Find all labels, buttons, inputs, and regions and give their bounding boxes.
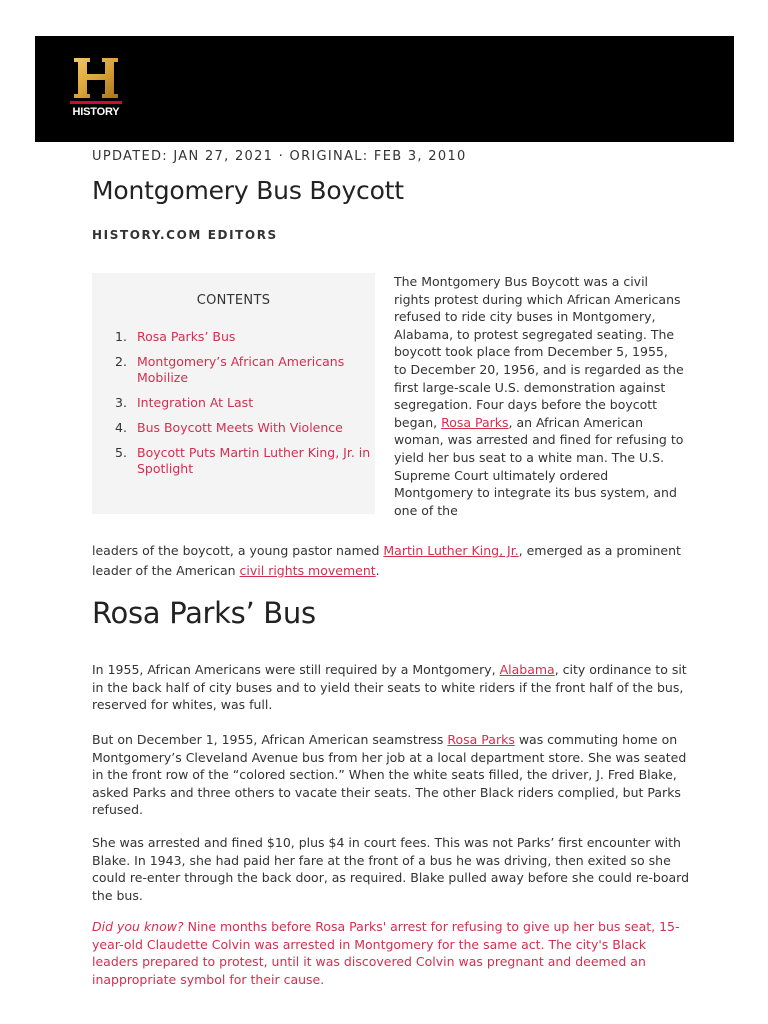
- toc-link-rosa-parks-bus[interactable]: Rosa Parks’ Bus: [137, 329, 236, 344]
- paragraph-text: was commuting home on Montgomery’s Cleveland Avenue bus from her job at a local department store. She was seated in the front row of the “colored section.” When the white seats filled, the driver, J. Fred Blake, asked Parks and three others to vacate their seats. The other Black riders complied, but Parks refused.: [92, 732, 687, 818]
- toc-list: [92, 329, 375, 486]
- toc-item-number: 4.: [115, 420, 127, 435]
- toc-title: CONTENTS: [196, 293, 271, 308]
- intro-paragraph-continued: [92, 541, 692, 581]
- toc-item: [92, 329, 375, 345]
- toc-item: [92, 354, 375, 386]
- body-paragraph: She was arrested and fined $10, plus $4 in court fees. This was not Parks’ first encounter with Blake. In 1943, she had paid her fare at the front of a bus he was driving, then exited so she could re-enter through the back door, as required. Blake pulled away before she could re-board the bus.: [92, 835, 690, 903]
- link-martin-luther-king[interactable]: Martin Luther King, Jr.: [383, 543, 519, 558]
- intro-text: The Montgomery Bus Boycott was a civil rights protest during which African Americans refused to ride city buses in Montgomery, Alabama, to protest segregated seating. The boycott took place from December 5, 1955, to December 20, 1956, and is regarded as the first large-scale U.S. demonstration against segregation. Four days before the boycott began,: [394, 274, 684, 430]
- site-header: [35, 36, 734, 142]
- article-byline: HISTORY.COM EDITORS: [92, 228, 278, 242]
- toc-item-number: 5.: [115, 445, 127, 460]
- intro-text: , an African American woman, was arrested and fined for refusing to yield her bus seat to a white man. The U.S. Supreme Court ultimately ordered Montgomery to integrate its bus system, and one of the: [394, 414, 684, 518]
- intro-text: , emerged as a prominent leader of the American: [92, 543, 681, 578]
- page-title: Montgomery Bus Boycott: [92, 176, 404, 205]
- toc-item: [92, 395, 375, 411]
- logo-red-bar: [70, 101, 122, 104]
- link-rosa-parks-2[interactable]: Rosa Parks: [447, 732, 515, 747]
- table-of-contents: [92, 273, 375, 514]
- history-h-logo-icon: [72, 58, 120, 98]
- toc-link-mlk-spotlight[interactable]: Boycott Puts Martin Luther King, Jr. in Spotlight: [137, 445, 371, 476]
- toc-item-number: 3.: [115, 395, 127, 410]
- article-dates: UPDATED: JAN 27, 2021 · ORIGINAL: FEB 3, 2010: [92, 149, 467, 164]
- history-logo[interactable]: [66, 58, 126, 122]
- body-paragraph: [92, 731, 692, 819]
- toc-link-boycott-meets-violence[interactable]: Bus Boycott Meets With Violence: [137, 420, 343, 435]
- intro-text: leaders of the boycott, a young pastor named: [92, 543, 384, 558]
- did-you-know-label: Did you know?: [92, 919, 184, 934]
- toc-item-number: 1.: [115, 329, 127, 344]
- paragraph-text: In 1955, African Americans were still required by a Montgomery,: [92, 662, 500, 677]
- toc-item: [92, 445, 375, 477]
- toc-link-integration-at-last[interactable]: Integration At Last: [137, 395, 254, 410]
- did-you-know-text: Nine months before Rosa Parks' arrest for refusing to give up her bus seat, 15-year-old Claudette Colvin was arrested in Montgomery for the same act. The city's Black leaders prepared to protest, until it was discovered Colvin was pregnant and deemed an inappropriate symbol for their cause.: [92, 919, 680, 987]
- section-heading-rosa-parks-bus: Rosa Parks’ Bus: [92, 596, 316, 630]
- link-civil-rights-movement[interactable]: civil rights movement: [239, 563, 376, 578]
- link-rosa-parks[interactable]: Rosa Parks: [441, 414, 509, 430]
- paragraph-text: But on December 1, 1955, African American seamstress: [92, 732, 448, 747]
- intro-paragraph-wrapped: [394, 273, 684, 519]
- body-paragraph: [92, 661, 692, 714]
- did-you-know-callout: [92, 918, 692, 988]
- toc-item: [92, 420, 375, 436]
- logo-wordmark: HISTORY: [72, 106, 120, 118]
- toc-link-african-americans-mobilize[interactable]: Montgomery’s African Americans Mobilize: [137, 354, 345, 385]
- intro-text: .: [375, 563, 380, 578]
- paragraph-text: , city ordinance to sit in the back half of city buses and to yield their seats to white riders if the front half of the bus, reserved for whites, was full.: [92, 662, 687, 713]
- toc-item-number: 2.: [115, 354, 127, 369]
- link-alabama[interactable]: Alabama: [499, 662, 555, 677]
